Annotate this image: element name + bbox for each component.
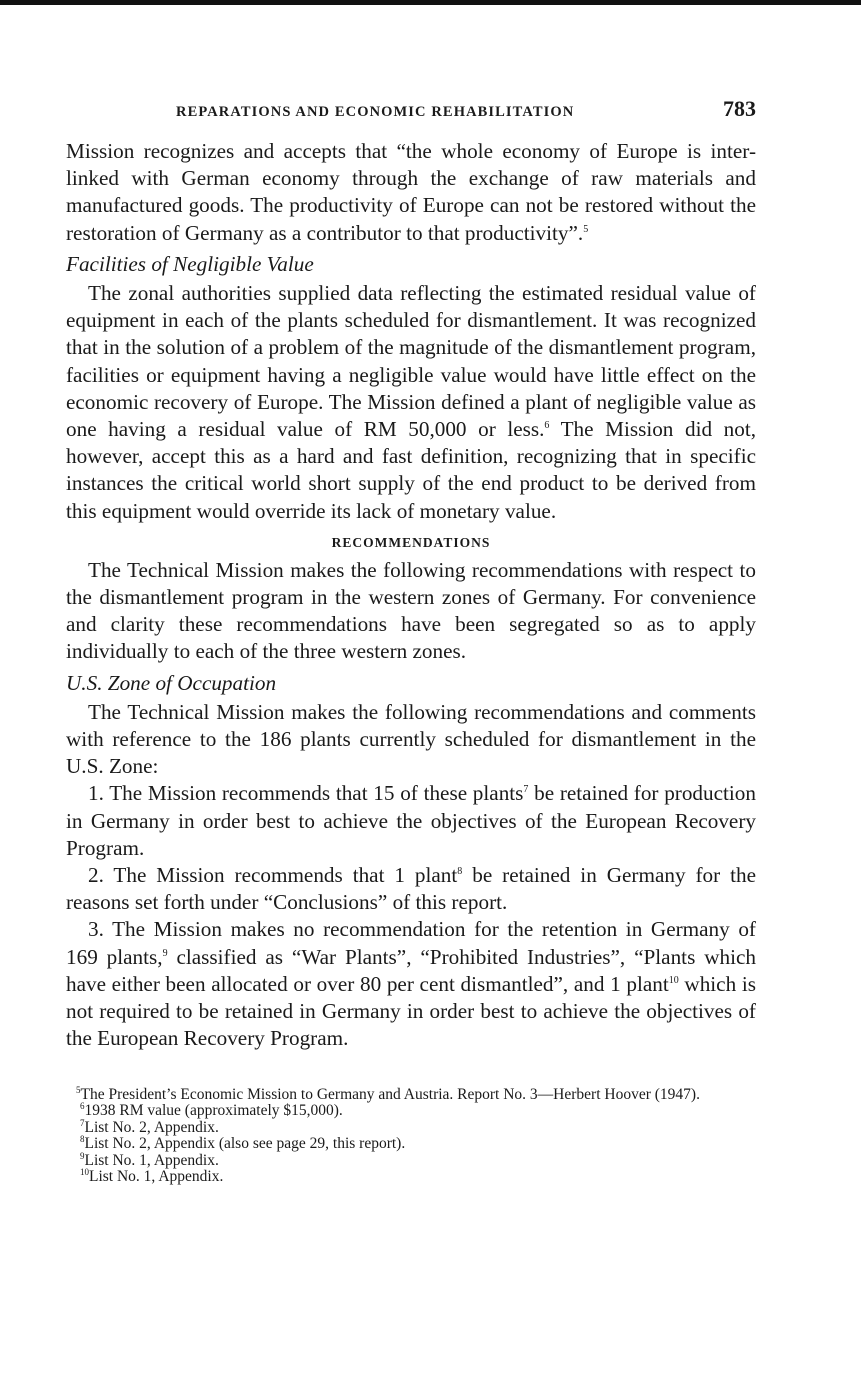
footnote-9 — [66, 1150, 756, 1170]
footnote-ref-6: 6 — [544, 420, 550, 432]
paragraph-text: Mission recognizes and accepts that “the whole economy of Europe is inter-linked with German economy through the exchange of raw materials and manufactured goods. The productivity of Europe can not be restored without the restoration of Germany as a contributor to that productivity”. — [66, 139, 756, 245]
footnote-number: 5 — [76, 1084, 81, 1095]
item-text-part-a: 3. The Mission makes no recommendation for the retention in Germany of 169 plants, — [66, 917, 756, 969]
paragraph-us-zone-intro: The Technical Mission makes the following recommendations and comments with reference to the 186 plants currently scheduled for dismantlement in the U.S. Zone: — [66, 699, 756, 779]
footnote-ref-5: 5 — [583, 223, 589, 235]
paragraph-zonal-authorities — [66, 280, 756, 525]
footnote-text: 1938 RM value (approximately $15,000). — [84, 1102, 343, 1120]
paragraph-text-part-b: The Mission did not, however, accept this as a hard and fast definition, recognizing that in specific instances the critical world short supply of the end product to be derived from this equipment would override its lack of monetary value. — [66, 417, 756, 523]
footnote-ref-8: 8 — [457, 866, 463, 878]
recommendation-item-2 — [66, 862, 756, 916]
footnote-number: 6 — [80, 1101, 85, 1112]
running-header — [66, 96, 756, 128]
recommendation-item-3 — [66, 916, 756, 1052]
footnote-text: List No. 2, Appendix (also see page 29, this report). — [84, 1135, 406, 1153]
footnote-number: 7 — [80, 1117, 85, 1128]
running-title: REPARATIONS AND ECONOMIC REHABILITATION — [176, 104, 575, 120]
page-number: 783 — [723, 96, 756, 121]
item-text-part-b: classified as “War Plants”, “Prohibited Industries”, “Plants which have either been allocated or over 80 per cent dismantled”, and 1 plant — [66, 944, 756, 996]
footnote-text: List No. 1, Appendix. — [84, 1151, 219, 1169]
paragraph-text-part-a: The zonal authorities supplied data reflecting the estimated residual value of equipment in each of the plants scheduled for dismantlement. It was recognized that in the solution of a problem of the magnitude of the dismantlement program, facilities or equipment having a negligible value would have little effect on the economic recovery of Europe. The Mission defined a plant of negligible value as one having a residual value of RM 50,000 or less. — [66, 281, 756, 442]
book-page — [66, 96, 756, 1186]
item-text-part-a: 1. The Mission recommends that 15 of these plants — [88, 781, 524, 806]
heading-recommendations: RECOMMENDATIONS — [331, 534, 491, 550]
footnote-number: 9 — [80, 1150, 85, 1161]
item-text-part-b: be retained in Germany for the reasons set forth under “Conclusions” of this report. — [66, 863, 756, 915]
footnote-text: List No. 2, Appendix. — [84, 1118, 219, 1136]
heading-facilities-negligible-value: Facilities of Negligible Value — [66, 251, 314, 276]
paragraph-technical-mission-recommendations: The Technical Mission makes the following recommendations with respect to the dismantlement program in the western zones of Germany. For convenience and clarity these recommendations have been segregated so as to apply individually to each of the three western zones. — [66, 557, 756, 664]
footnote-7 — [66, 1117, 756, 1137]
footnote-5 — [66, 1084, 756, 1104]
footnote-text: List No. 1, Appendix. — [89, 1168, 224, 1186]
footnote-ref-9: 9 — [162, 947, 168, 959]
item-text-part-c: which is not required to be retained in Germany in order best to achieve the objectives of the European Recovery Program. — [66, 971, 756, 1051]
footnotes-section — [66, 1084, 756, 1187]
item-text-part-a: 2. The Mission recommends that 1 plant — [88, 863, 458, 888]
footnote-10 — [66, 1169, 756, 1186]
paragraph-mission-recognizes — [66, 138, 756, 247]
footnote-8 — [66, 1136, 756, 1153]
recommendation-item-1 — [66, 780, 756, 862]
footnote-ref-10: 10 — [668, 974, 679, 986]
top-border-rule — [0, 0, 861, 5]
footnote-ref-7: 7 — [523, 784, 529, 796]
footnote-number: 10 — [80, 1167, 89, 1178]
heading-us-zone-occupation: U.S. Zone of Occupation — [66, 670, 277, 695]
footnote-number: 8 — [80, 1134, 85, 1145]
footnote-6 — [66, 1103, 756, 1120]
footnote-text: The President’s Economic Mission to Germany and Austria. Report No. 3—Herbert Hoover (1947). — [80, 1085, 700, 1103]
item-text-part-b: be retained for production in Germany in order best to achieve the objectives of the European Recovery Program. — [66, 781, 756, 860]
